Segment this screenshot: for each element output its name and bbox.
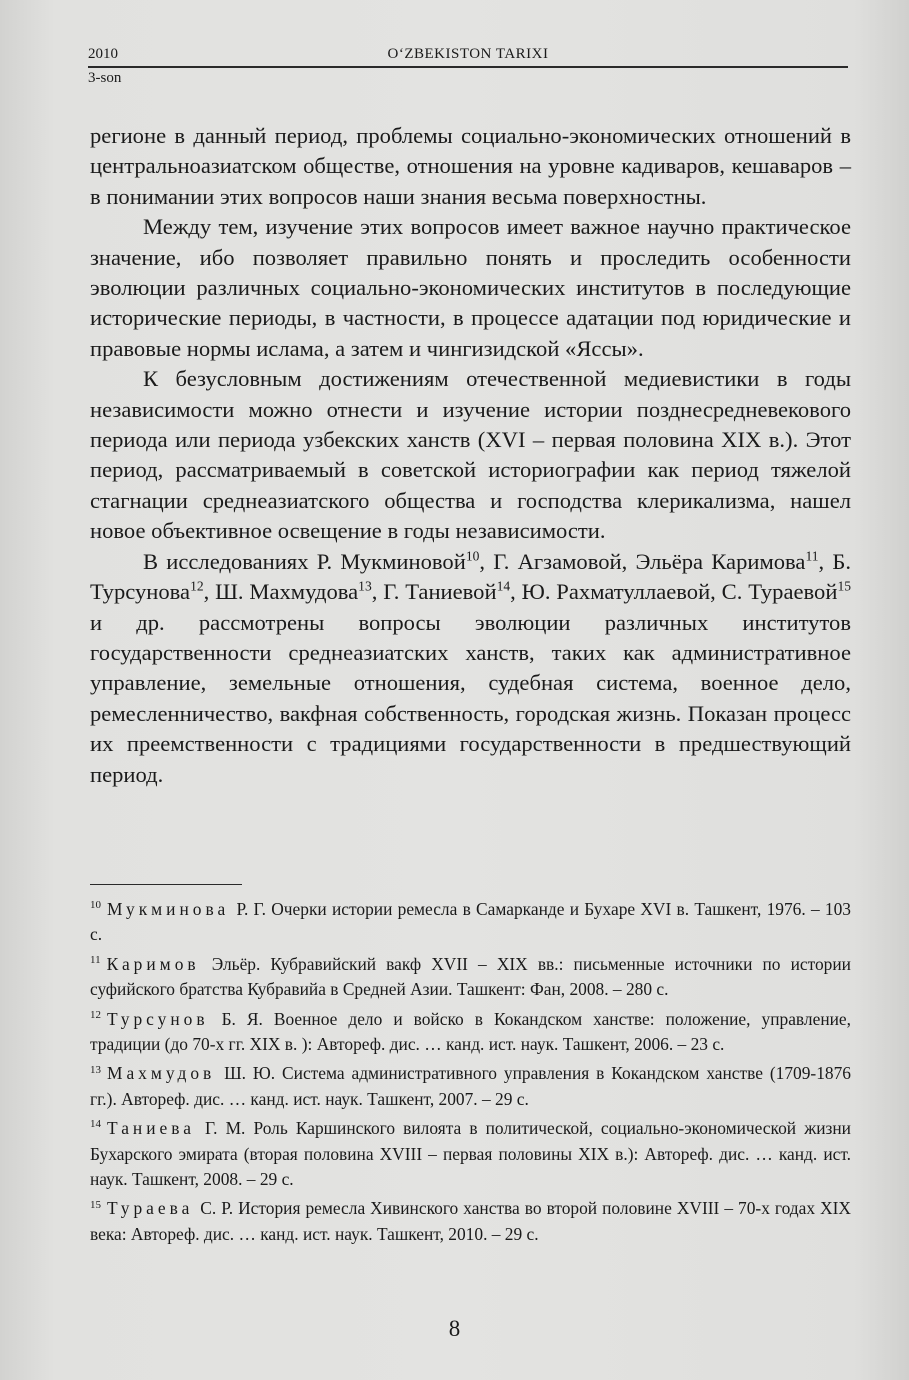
body-text-run: регионе в данный период, проблемы социально-экономических отношений в центральноазиатском обществе, отношения на уровне кадиваров, кешаваров – в понимании этих вопросов наши знания весьма поверхностны. (90, 123, 851, 209)
footnote-10 (90, 897, 851, 948)
footnotes (90, 897, 851, 1251)
body-text-run: Между тем, изучение этих вопросов имеет важное научно практическое значение, ибо позволяет правильно понять и проследить особенности эволюции различных социально-экономических институтов в последующие исторические периоды, в частности, в процессе адатации под юридические и правовые нормы ислама, а затем и чингизидской «Яссы». (90, 214, 851, 361)
footnote-number: 11 (90, 954, 101, 967)
body-paragraph (90, 121, 851, 212)
footnote-text: Б. Я. Военное дело и войско в Кокандском ханстве: положение, управление, традиции (до 70-х гг. XIX в. ): Автореф. дис. … канд. ист. наук. Ташкент, 2006. – 23 с. (90, 1008, 851, 1055)
body-text-run: , Ш. Махмудова (203, 579, 359, 605)
body-text-run: , Г. Агзамовой, Эльёра Каримова (479, 548, 806, 574)
footnote-text: Эльёр. Кубравийский вакф XVII – XIX вв.: письменные источники по истории суфийского братства Кубравийа в Средней Азии. Ташкент: Фан, 2008. – 280 с. (90, 953, 851, 1000)
footnote-text: Г. М. Роль Каршинского вилоята в политической, социально-экономической жизни Бухарского эмирата (вторая половина XVIII – первая половины XIX в.): Автореф. дис. … канд. ист. наук. Ташкент, 2008. – 29 с. (90, 1118, 851, 1190)
header-year: 2010 (88, 46, 118, 62)
footnote-reference[interactable]: 12 (190, 578, 204, 594)
footnote-number: 14 (90, 1118, 101, 1131)
footnote-11 (90, 952, 851, 1003)
footnote-reference[interactable]: 11 (805, 548, 819, 564)
footnote-author: Турсунов (107, 1008, 209, 1029)
footnote-number: 10 (90, 899, 101, 912)
header-issue: 3-son (88, 70, 122, 86)
body-text-run: К безусловным достижениям отечественной медиевистики в годы независимости можно отнести и изучение истории позднесредневекового периода или периода узбекских ханств (XVI – первая половина XIX в.). Этот период, рассматриваемый в советской историографии как период тяжелой стагнации среднеазиатского общества и господства клерикализма, нашел новое объективное освещение в годы независимости. (90, 366, 851, 544)
footnote-author: Каримов (106, 953, 200, 974)
footnote-reference[interactable]: 10 (465, 548, 480, 564)
footnote-author: Тураева (107, 1198, 194, 1219)
page-number: 8 (448, 1316, 461, 1341)
body-paragraph (90, 212, 851, 364)
footnote-text: Ш. Ю. Система административного управления в Кокандском ханстве (1709-1876 гг.). Автореф. дис. … канд. ист. наук. Ташкент, 2007. – 29 с. (90, 1063, 851, 1109)
header-journal-title: O‘ZBEKISTON TARIXI (387, 46, 549, 62)
footnote-reference[interactable]: 14 (496, 578, 511, 594)
footnote-author: Мукминова (107, 899, 230, 919)
running-head (88, 44, 848, 68)
body-text-run: и др. рассмотрены вопросы эволюции различных институтов государственности среднеазиатских ханств, таких как административное управление, земельные отношения, судебная система, военное дело, ремесленничество, вакфная собственность, городская жизнь. Показан процесс их преемственности с традициями государственности в предшествующий период. (90, 609, 851, 787)
footnote-reference[interactable]: 15 (837, 578, 851, 594)
body-text-run: В исследованиях Р. Мукминовой (143, 548, 466, 574)
body-text-run: , Б. Турсунова (90, 548, 851, 605)
footnote-number: 15 (90, 1198, 101, 1211)
footnote-number: 12 (90, 1008, 101, 1021)
footnote-12 (90, 1007, 851, 1058)
footnote-14 (90, 1116, 851, 1192)
footnote-number: 13 (90, 1063, 101, 1076)
footnote-separator (90, 884, 242, 885)
footnote-13 (90, 1061, 851, 1112)
footnote-author: Таниева (107, 1118, 195, 1139)
body-text-run: , Ю. Рахматуллаевой, С. Тураевой (510, 579, 838, 605)
body-paragraph (90, 364, 851, 546)
footnote-15 (90, 1196, 851, 1247)
footnote-author: Махмудов (107, 1063, 216, 1084)
body-paragraph (90, 547, 851, 790)
footnote-text: С. Р. История ремесла Хивинского ханства во второй половине XVIII – 70-х годах XIX века: Автореф. дис. … канд. ист. наук. Ташкент, 2010. – 29 с. (90, 1198, 851, 1244)
footnote-reference[interactable]: 13 (358, 578, 372, 594)
footnote-text: Р. Г. Очерки истории ремесла в Самарканде и Бухаре XVI в. Ташкент, 1976. – 103 с. (90, 899, 851, 945)
body-text (90, 121, 851, 790)
body-text-run: , Г. Таниевой (371, 579, 497, 605)
